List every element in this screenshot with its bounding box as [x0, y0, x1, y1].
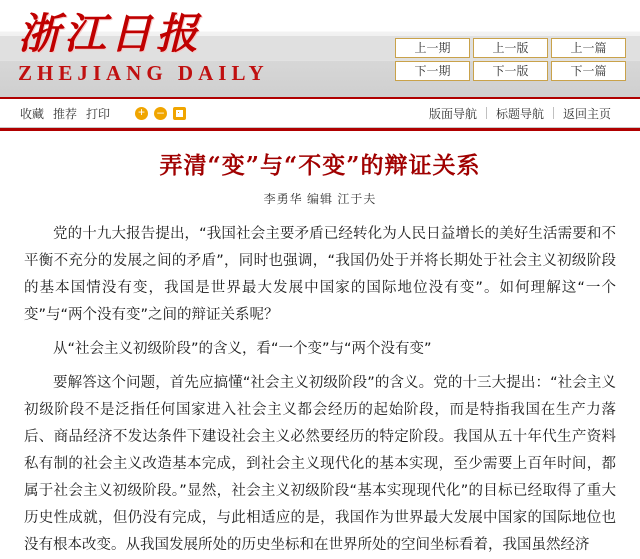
toolbar-left-group: [20, 99, 186, 127]
article-paragraph: 党的十九大报告提出，“我国社会主要矛盾已经转化为人民日益增长的美好生活需要和不平衡不充分的发展之间的矛盾”，同时也强调，“我国仍处于并将长期处于社会主义初级阶段的基本国情没有变，我国是世界最大发展中国家的国际地位没有变”。如何理解这“一个变”与“两个没有变”之间的辩证关系呢？: [24, 226, 616, 323]
article-body: [24, 221, 616, 559]
issue-navigation-buttons: [395, 38, 626, 81]
prev-issue-button[interactable]: 上一期: [395, 38, 470, 58]
article-container: [0, 131, 640, 559]
prev-article-button[interactable]: 上一篇: [551, 38, 626, 58]
grid-icon[interactable]: [173, 107, 186, 120]
recommend-link[interactable]: 推荐: [53, 106, 78, 121]
article-toolbar: [0, 99, 640, 128]
logo-english-title: ZHEJIANG DAILY: [18, 61, 269, 85]
newspaper-logo: [18, 6, 298, 92]
home-link[interactable]: 返回主页: [562, 106, 611, 121]
article-paragraph: 要解答这个问题，首先应搞懂“社会主义初级阶段”的含义。党的十三大提出：“社会主义初级阶段不是泛指任何国家进入社会主义都会经历的起始阶段，而是特指我国在生产力落后、商品经济不发达条件下建设社会主义必然要经历的特定阶段。我国从五十年代生产资料私有制的社会主义改造基本完成，到社会主义现代化的基本实现，至少需要上百年时间，都属于社会主义初级阶段。”显然，社会主义初级阶段“基本实现现代化”的目标已经取得了重大历史性成就，但仍没有完成，与此相适应的是，我国作为世界最大发展中国家的国际地位也没有根本改变。从我国发展所处的历史坐标和在世界所处的空间坐标看着，我国虽然经济: [24, 375, 616, 553]
logo-chinese-title: 浙江日报: [18, 9, 203, 58]
masthead: [0, 0, 640, 99]
toolbar-right-group: [420, 99, 620, 127]
headline-navigation-link[interactable]: 标题导航: [495, 106, 544, 121]
minus-circle-icon[interactable]: [154, 107, 167, 120]
next-issue-button[interactable]: 下一期: [395, 61, 470, 81]
page-navigation-link[interactable]: 版面导航: [428, 106, 477, 121]
article-byline: 李勇华 编辑 江于夫: [263, 192, 377, 206]
next-article-button[interactable]: 下一篇: [551, 61, 626, 81]
favorite-link[interactable]: 收藏: [20, 106, 45, 121]
prev-page-button[interactable]: 上一版: [473, 38, 548, 58]
plus-circle-icon[interactable]: [135, 107, 148, 120]
next-page-button[interactable]: 下一版: [473, 61, 548, 81]
zoom-controls: [135, 107, 186, 120]
print-link[interactable]: 打印: [86, 106, 111, 121]
article-paragraph: 从“社会主义初级阶段”的含义，看“一个变”与“两个没有变”: [53, 341, 432, 357]
page-title: 弄清“变”与“不变”的辩证关系: [159, 152, 481, 179]
